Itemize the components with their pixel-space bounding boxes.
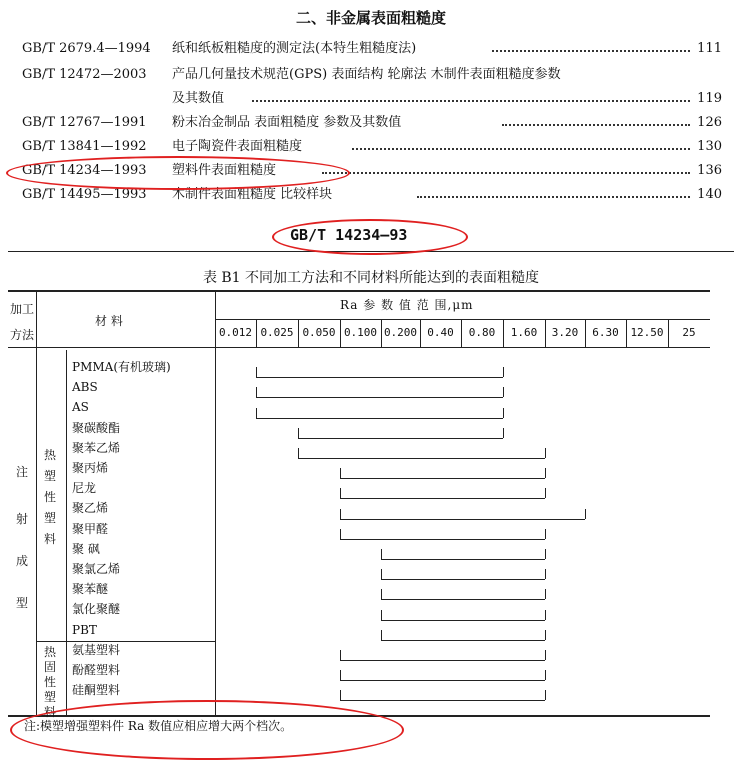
- ra-range-end: [545, 529, 546, 539]
- ra-range-end: [340, 650, 341, 660]
- ra-range-end: [381, 569, 382, 579]
- toc-leader: [417, 186, 690, 198]
- ra-range-end: [545, 488, 546, 498]
- toc-row: [22, 66, 722, 84]
- toc-row: [22, 40, 722, 58]
- ra-range-end: [381, 549, 382, 559]
- material-name: PMMA(有机玻璃): [72, 360, 171, 374]
- ra-range-end: [545, 549, 546, 559]
- material-name: 聚碳酸酯: [72, 420, 121, 435]
- ra-range-end: [503, 387, 504, 397]
- ra-range-line: [340, 700, 545, 701]
- ra-range-end: [503, 367, 504, 377]
- toc-row: [22, 138, 722, 156]
- ra-tick-label: 0.80: [468, 326, 496, 339]
- header-ra: Ra 参 数 值 范 围,μm: [340, 298, 474, 312]
- ra-range-line: [340, 519, 585, 520]
- ra-range-line: [340, 680, 545, 681]
- ra-range-line: [256, 377, 503, 378]
- group-thermoset-char: 性: [44, 675, 57, 689]
- toc-leader: [492, 40, 690, 52]
- toc-title: 产品几何量技术规范(GPS) 表面结构 轮廓法 木制件表面粗糙度参数: [172, 67, 561, 82]
- ra-range-end: [340, 690, 341, 700]
- toc-page: 111: [697, 41, 722, 56]
- ra-range-end: [585, 509, 586, 519]
- ra-tick-label: 12.50: [630, 326, 664, 339]
- toc-leader: [502, 114, 690, 126]
- ra-tick-label: 25: [682, 326, 696, 339]
- ra-tick-label: 0.200: [383, 326, 418, 339]
- ra-range-end: [545, 630, 546, 640]
- toc-leader: [252, 90, 690, 102]
- material-name: ABS: [72, 380, 98, 395]
- ra-tick-label: 0.025: [260, 326, 294, 339]
- material-name: 聚苯醚: [72, 582, 109, 597]
- group-thermoset-char: 塑: [44, 690, 57, 704]
- ra-range-end: [340, 509, 341, 519]
- ra-range-line: [340, 498, 545, 499]
- toc-title: 及其数值: [172, 91, 225, 106]
- ra-range-end: [545, 569, 546, 579]
- method-char: 射: [16, 512, 29, 526]
- toc-code: GB/T 14234—1993: [22, 163, 147, 178]
- toc-code: GB/T 2679.4—1994: [22, 41, 151, 56]
- toc-code: GB/T 12472—2003: [22, 67, 147, 82]
- ra-range-line: [381, 599, 545, 600]
- material-name: 尼龙: [72, 481, 97, 496]
- toc-page: 119: [697, 91, 722, 106]
- ra-range-line: [340, 539, 545, 540]
- ra-range-end: [256, 387, 257, 397]
- header-method-1: 加工: [10, 302, 35, 316]
- rule: [8, 347, 710, 348]
- ra-range-end: [381, 589, 382, 599]
- ra-range-end: [545, 690, 546, 700]
- group-thermoset-char: 固: [44, 660, 57, 674]
- toc-leader: [352, 138, 690, 150]
- ra-range-end: [545, 589, 546, 599]
- ra-range-end: [340, 670, 341, 680]
- toc-leader: [322, 162, 690, 174]
- ra-tick-label: 0.40: [427, 326, 454, 339]
- header-method-2: 方法: [10, 328, 35, 342]
- ra-range-end: [340, 529, 341, 539]
- material-name: 聚丙烯: [72, 461, 109, 475]
- group-thermoplastic-char: 塑: [44, 511, 57, 525]
- toc-code: GB/T 12767—1991: [22, 115, 147, 130]
- group-thermoset-char: 热: [44, 645, 57, 659]
- table-note: 注:模塑增强塑料件 Ra 数值应相应增大两个档次。: [24, 719, 293, 733]
- ra-range-end: [340, 488, 341, 498]
- method-char: 成: [16, 554, 29, 568]
- material-name: 聚甲醛: [72, 521, 109, 536]
- toc-page: 130: [697, 139, 722, 154]
- method-char: 注: [16, 465, 29, 479]
- toc-code: GB/T 13841—1992: [22, 139, 147, 154]
- ra-tick-label: 1.60: [510, 326, 538, 339]
- ra-range-end: [256, 367, 257, 377]
- ra-range-end: [340, 468, 341, 478]
- ra-range-line: [256, 418, 503, 419]
- ra-range-end: [256, 408, 257, 418]
- toc-page: 126: [697, 115, 722, 130]
- ra-range-line: [381, 559, 545, 560]
- material-name: 氨基塑料: [72, 642, 121, 657]
- ra-range-end: [545, 448, 546, 458]
- ra-range-end: [503, 408, 504, 418]
- header-material: 材 料: [95, 314, 123, 328]
- toc-title: 木制件表面粗糙度 比较样块: [172, 187, 333, 202]
- ra-range-end: [545, 650, 546, 660]
- group-thermoplastic-char: 料: [44, 532, 57, 546]
- ra-range-line: [340, 660, 545, 661]
- method-char: 型: [16, 596, 29, 610]
- ra-range-end: [381, 630, 382, 640]
- toc-page: 136: [697, 163, 722, 178]
- ra-range-end: [298, 428, 299, 438]
- rule: [36, 641, 215, 642]
- material-name: 硅酮塑料: [72, 683, 121, 698]
- toc-title: 电子陶瓷件表面粗糙度: [172, 139, 303, 154]
- ra-range-end: [545, 610, 546, 620]
- toc-page: 140: [697, 187, 722, 202]
- ra-tick-label: 3.20: [551, 326, 579, 339]
- table-title: 表 B1 不同加工方法和不同材料所能达到的表面粗糙度: [202, 270, 540, 286]
- ra-range-line: [298, 458, 545, 459]
- ra-tick-label: 0.012: [218, 326, 253, 339]
- ra-range-end: [298, 448, 299, 458]
- ra-range-end: [545, 468, 546, 478]
- material-name: 聚乙烯: [72, 501, 109, 516]
- material-name: 酚醛塑料: [72, 663, 121, 677]
- group-thermoplastic-char: 性: [44, 490, 57, 504]
- group-thermoplastic-char: 热: [44, 448, 57, 462]
- ra-range-end: [503, 428, 504, 438]
- rule: [8, 290, 710, 292]
- material-name: 聚 砜: [72, 541, 100, 556]
- rule: [215, 290, 216, 715]
- ra-tick-label: 0.050: [302, 326, 336, 339]
- ra-range-line: [381, 579, 545, 580]
- ra-range-end: [381, 610, 382, 620]
- annotation-ellipse-note: [10, 700, 404, 760]
- group-thermoplastic-char: 塑: [44, 469, 57, 483]
- rule: [36, 290, 37, 715]
- material-name: PBT: [72, 622, 97, 637]
- ra-range-line: [340, 478, 545, 479]
- section-title: 二、非金属表面粗糙度: [295, 9, 446, 27]
- rule: [66, 350, 67, 715]
- material-name: 聚苯乙烯: [72, 440, 121, 455]
- material-name: 聚氯乙烯: [72, 562, 121, 576]
- ra-range-end: [545, 670, 546, 680]
- group-thermoset-char: 料: [44, 705, 57, 719]
- ra-range-line: [298, 438, 503, 439]
- toc-row: [22, 114, 722, 132]
- ra-range-line: [381, 640, 545, 641]
- toc-title: 纸和纸板粗糙度的测定法(本特生粗糙度法): [172, 41, 417, 56]
- toc-code: GB/T 14495—1993: [22, 187, 147, 202]
- ra-range-line: [381, 620, 545, 621]
- ra-tick-label: 6.30: [592, 326, 619, 339]
- material-name: 氯化聚醚: [72, 602, 121, 617]
- ra-tick-label: 0.100: [343, 326, 378, 339]
- annotation-ellipse-toc: [6, 156, 350, 190]
- toc-title: 塑料件表面粗糙度: [172, 163, 277, 178]
- standard-number: GB/T 14234—93: [290, 226, 408, 244]
- material-name: AS: [72, 400, 89, 415]
- annotation-ellipse-standard: [272, 219, 468, 255]
- toc-row-continued: [22, 90, 722, 108]
- ra-range-line: [256, 397, 503, 398]
- toc-title: 粉末冶金制品 表面粗糙度 参数及其数值: [172, 115, 402, 130]
